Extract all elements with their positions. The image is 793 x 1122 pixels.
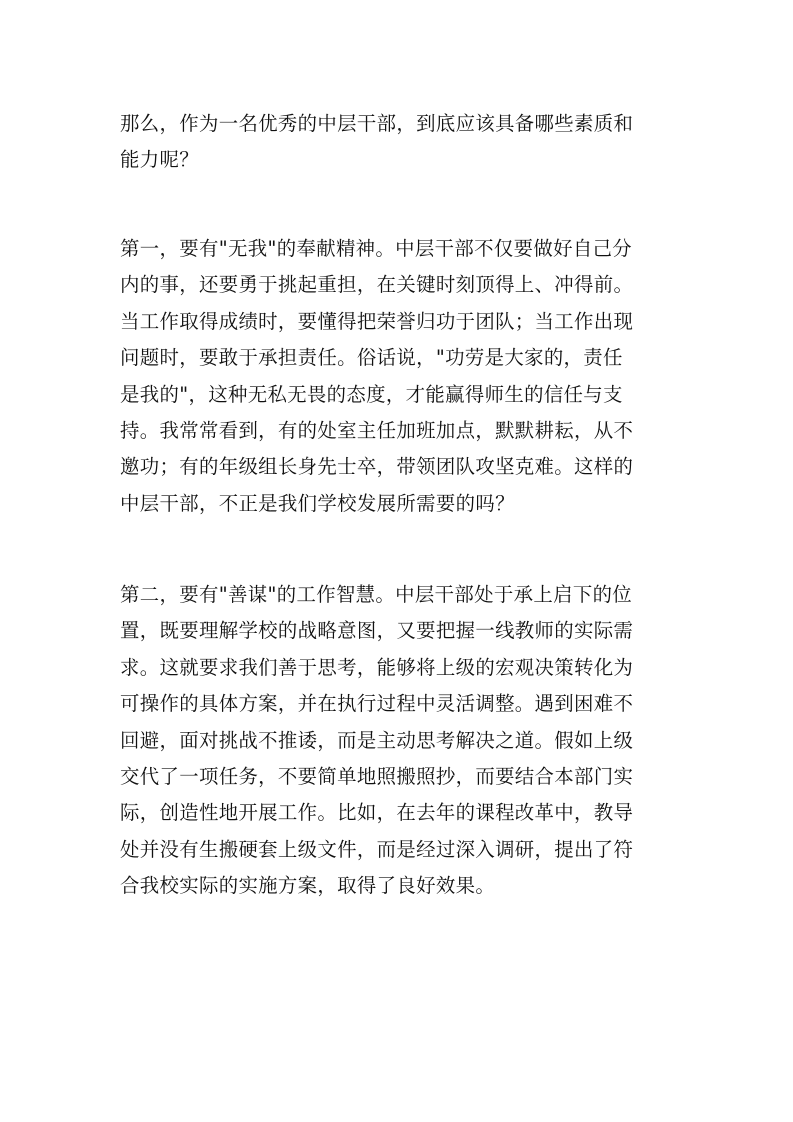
paragraph-strategic-wisdom (120, 577, 676, 905)
paragraph-line: 回避，面对挑战不推诿，而是主动思考解决之道。假如上级 (120, 728, 634, 752)
paragraph-selfless-dedication (120, 231, 676, 522)
paragraph-line: 置，既要理解学校的战略意图，又要把握一线教师的实际需 (120, 619, 634, 643)
paragraph-line: 第一，要有"无我"的奉献精神。中层干部不仅要做好自己分 (120, 237, 633, 260)
paragraph-line: 处并没有生搬硬套上级文件，而是经过深入调研，提出了符 (120, 837, 634, 861)
paragraph-line: 邀功；有的年级组长身先士卒，带领团队攻坚克难。这样的 (120, 455, 634, 479)
paragraph-line: 持。我常常看到，有的处室主任加班加点，默默耕耘，从不 (120, 419, 634, 443)
paragraph-line: 当工作取得成绩时，要懂得把荣誉归功于团队；当工作出现 (120, 309, 634, 333)
paragraph-line: 求。这就要求我们善于思考，能够将上级的宏观决策转化为 (120, 655, 634, 679)
paragraph-line: 际，创造性地开展工作。比如，在去年的课程改革中，教导 (120, 801, 634, 825)
paragraph-line: 中层干部，不正是我们学校发展所需要的吗？ (120, 491, 515, 515)
paragraph-line: 那么，作为一名优秀的中层干部，到底应该具备哪些素质和 (120, 112, 634, 135)
paragraph-line: 内的事，还要勇于挑起重担，在关键时刻顶得上、冲得前。 (120, 273, 634, 297)
paragraph-line: 是我的"，这种无私无畏的态度，才能赢得师生的信任与支 (120, 382, 623, 406)
paragraph-intro-question (120, 106, 676, 179)
paragraph-line: 问题时，要敢于承担责任。俗话说，"功劳是大家的，责任 (120, 346, 623, 370)
paragraph-line: 能力呢？ (120, 148, 199, 172)
paragraph-line: 交代了一项任务，不要简单地照搬照抄，而要结合本部门实 (120, 765, 634, 789)
paragraph-line: 第二，要有"善谋"的工作智慧。中层干部处于承上启下的位 (120, 583, 633, 606)
paragraph-line: 可操作的具体方案，并在执行过程中灵活调整。遇到困难不 (120, 692, 634, 716)
paragraph-line: 合我校实际的实施方案，取得了良好效果。 (120, 874, 496, 898)
